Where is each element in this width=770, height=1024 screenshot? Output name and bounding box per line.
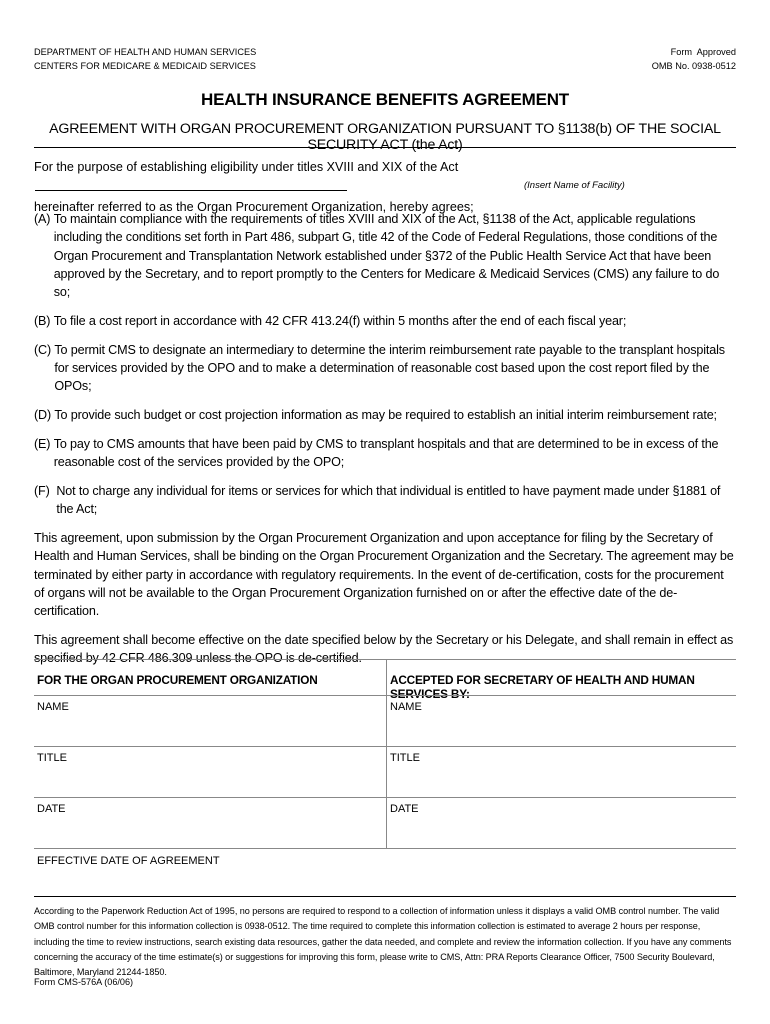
form-number: Form CMS-576A (06/06): [34, 977, 134, 987]
opo-name-label: NAME: [37, 701, 69, 713]
omb-header: [652, 45, 736, 73]
title-row: [34, 746, 736, 797]
intro-line-1: For the purpose of establishing eligibility under titles XVIII and XIX of the Act: [34, 160, 459, 174]
agreement-item-d: [34, 406, 736, 424]
column-divider: [386, 798, 387, 848]
signature-table: [34, 659, 736, 899]
document-subtitle: AGREEMENT WITH ORGAN PROCUREMENT ORGANIZATION PURSUANT TO §1138(b) OF THE SOCIAL SECURITY ACT (the Act): [49, 121, 721, 153]
secretary-date-label: DATE: [390, 803, 419, 815]
agreement-item-e: [34, 435, 736, 472]
secretary-heading: ACCEPTED FOR SECRETARY OF HEALTH AND HUMAN SERVICES BY:: [390, 673, 695, 701]
column-divider: [386, 660, 387, 695]
item-text: To maintain compliance with the requirements of titles XVIII and XIX of the Act, §1138 of the Act, applicable regulations including the conditions set forth in Part 486, subpart G, title 42 of the Code of Federal Regulations, those conditions of the Organ Procurement and Transplantation Network established under §372 of the Public Health Service Act that have been approved by the Secretary, and to report promptly to the Centers for Medicare & Medicaid Services (CMS) any failure to do so;: [53, 212, 720, 300]
opo-date-label: DATE: [37, 803, 66, 815]
column-divider: [386, 696, 387, 746]
effective-date-label: EFFECTIVE DATE OF AGREEMENT: [37, 855, 220, 867]
omb-number: OMB No. 0938-0512: [651, 61, 736, 71]
item-text: To file a cost report in accordance with 42 CFR 413.24(f) within 5 months after the end of each fiscal year;: [53, 313, 627, 328]
effective-paragraph: This agreement shall become effective on the date specified below by the Secretary or his Delegate, and shall remain in effect as specified by 42 CFR 486.309 unless the OPO is de-certified.: [34, 633, 734, 666]
signature-headings: [34, 659, 736, 701]
agreement-item-b: [34, 312, 736, 330]
item-label: (B): [34, 313, 54, 328]
paperwork-reduction-statement: According to the Paperwork Reduction Act of 1995, no persons are required to respond to a collection of information unless it displays a valid OMB control number. The valid OMB control number for this information collection is 0938-0512. The time required to complete this information collection is estimated to average 2 hours per response, including the time to review instructions, search existing data resources, gather the data needed, and complete and review the information collection. If you have any comments concerning the accuracy of the time estimate(s) or suggestions for improving this form, please write to CMS, Attn: PRA Reports Clearance Officer, 7500 Security Boulevard, Baltimore, Maryland 21244-1850.: [34, 906, 732, 978]
intro-section: [34, 157, 736, 217]
agreement-body: [34, 210, 736, 678]
facility-name-field[interactable]: [35, 177, 347, 191]
secretary-name-label: NAME: [390, 701, 422, 713]
effective-date-row: [34, 848, 736, 899]
intro-line-2: hereinafter referred to as the Organ Procurement Organization, hereby agrees;: [34, 200, 474, 214]
agency-name: CENTERS FOR MEDICARE & MEDICAID SERVICES: [34, 61, 256, 71]
item-label: (E): [34, 436, 54, 451]
item-text: Not to charge any individual for items or services for which that individual is entitled to have payment made under §1881 of the Act;: [56, 484, 721, 517]
item-label: (C): [34, 342, 55, 357]
item-text: To permit CMS to designate an intermediary to determine the interim reimbursement rate payable to the transplant hospitals for services provided by the OPO and to make a determination of reasonable cost based upon the cost report filed by the OPOs;: [54, 342, 725, 394]
opo-heading: FOR THE ORGAN PROCUREMENT ORGANIZATION: [37, 673, 318, 687]
footer-divider: [34, 896, 736, 897]
agency-header: [34, 45, 256, 73]
agreement-item-a: [34, 210, 736, 301]
form-approved-label: Form Approved: [670, 47, 736, 57]
document-title: HEALTH INSURANCE BENEFITS AGREEMENT: [201, 90, 569, 109]
item-text: To pay to CMS amounts that have been paid by CMS to transplant hospitals and that are determined to be in excess of the reasonable cost of the services provided by the OPO;: [53, 436, 719, 470]
header-divider: [34, 147, 736, 148]
item-label: (A): [34, 212, 54, 226]
secretary-title-label: TITLE: [390, 752, 420, 764]
column-divider: [386, 747, 387, 797]
agreement-item-c: [34, 341, 736, 396]
name-row: [34, 695, 736, 746]
department-name: DEPARTMENT OF HEALTH AND HUMAN SERVICES: [34, 47, 257, 57]
facility-name-hint: (Insert Name of Facility): [524, 180, 625, 191]
binding-paragraph: This agreement, upon submission by the Organ Procurement Organization and upon acceptance for filing by the Secretary of Health and Human Services, shall be binding on the Organ Procurement Organization and the Secretary. The agreement may be terminated by either party in accordance with regulatory requirements. In the event of de-certification, costs for the procurement of organs will not be available to the Organ Procurement Organization furnished on or after the effective date of the de-certification.: [34, 531, 734, 619]
item-label: (D): [34, 408, 55, 423]
item-text: To provide such budget or cost projection information as may be required to establish an initial interim reimbursement rate;: [54, 408, 717, 423]
item-label: (F): [34, 484, 57, 499]
agreement-item-f: [34, 482, 736, 519]
opo-title-label: TITLE: [37, 752, 67, 764]
date-row: [34, 797, 736, 848]
